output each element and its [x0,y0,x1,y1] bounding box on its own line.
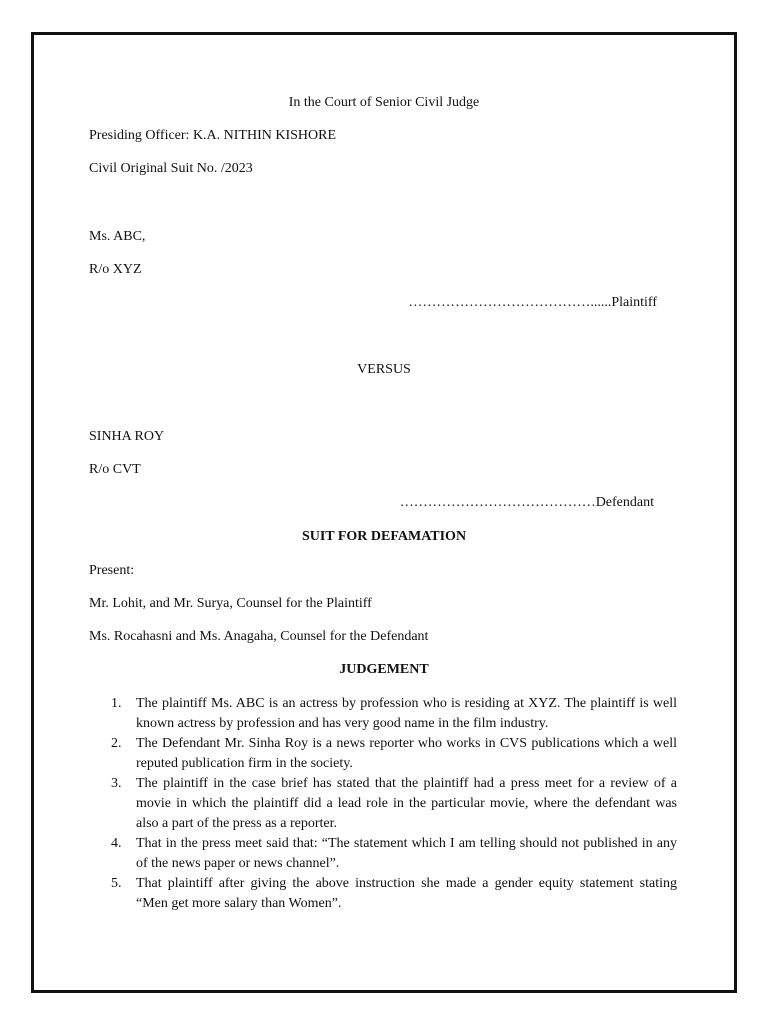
judgement-item-text: The plaintiff in the case brief has stated that the plaintiff had a press meet for a review of a movie in which the plaintiff did a lead role in the particular movie, where the defendant was also a part of the press as a reporter. [136,776,677,831]
defendant-residence: R/o CVT [89,462,141,477]
judgement-item [89,774,677,834]
judgement-item [89,834,677,874]
judgement-item-number: 1. [111,696,122,711]
defendant-label: ……………………………………Defendant [399,495,654,510]
plaintiff-label: …………………………………......Plaintiff [408,295,657,310]
plaintiff-residence: R/o XYZ [89,262,142,277]
plaintiff-counsel: Mr. Lohit, and Mr. Surya, Counsel for the Plaintiff [89,596,372,611]
versus-heading: VERSUS [357,362,411,377]
defendant-name: SINHA ROY [89,429,165,444]
judgement-item-text: That in the press meet said that: “The statement which I am telling should not published in any of the news paper or news channel”. [136,836,677,871]
court-title: In the Court of Senior Civil Judge [288,95,480,110]
judgement-list [89,694,677,914]
judgement-item-text: That plaintiff after giving the above instruction she made a gender equity statement stating “Men get more salary than Women”. [136,876,677,911]
judgement-item [89,734,677,774]
present-label: Present: [89,563,135,578]
judgement-item-text: The plaintiff Ms. ABC is an actress by profession who is residing at XYZ. The plaintiff is well known actress by profession and has very good name in the film industry. [136,696,677,731]
judgement-item-number: 5. [111,876,122,891]
plaintiff-name: Ms. ABC, [89,229,146,244]
presiding-officer: Presiding Officer: K.A. NITHIN KISHORE [89,128,337,143]
judgement-title: JUDGEMENT [339,662,429,677]
suit-number: Civil Original Suit No. /2023 [89,161,253,176]
judgement-item-text: The Defendant Mr. Sinha Roy is a news reporter who works in CVS publications which a well reputed publication firm in the society. [136,736,677,771]
suit-title: SUIT FOR DEFAMATION [301,529,467,544]
defendant-counsel: Ms. Rocahasni and Ms. Anagaha, Counsel for the Defendant [89,629,429,644]
judgement-item-number: 3. [111,776,122,791]
judgement-item-number: 4. [111,836,122,851]
judgement-item-number: 2. [111,736,122,751]
judgement-item [89,694,677,734]
judgement-item [89,874,677,914]
